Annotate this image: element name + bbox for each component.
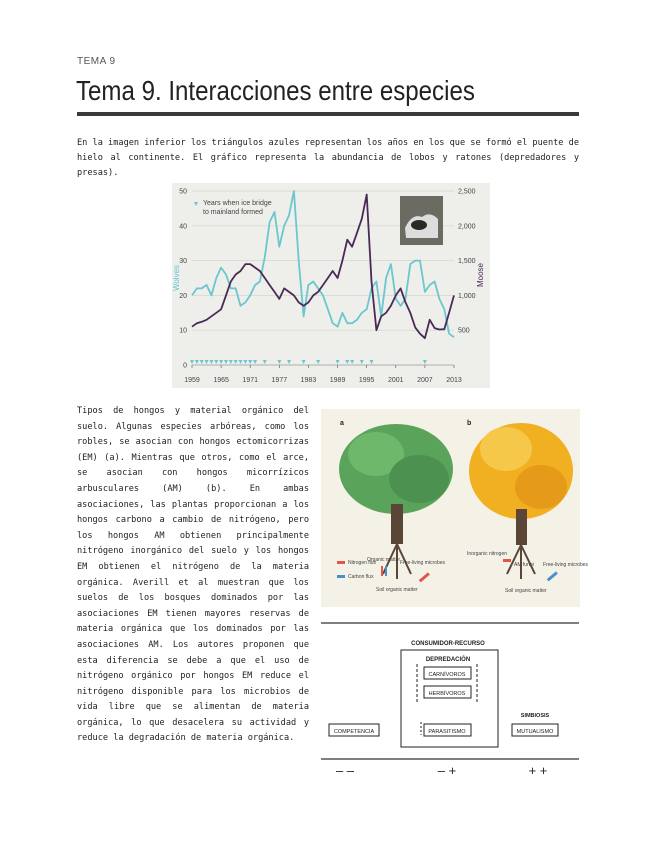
panel-b-label: b: [467, 420, 472, 427]
sign-minus-minus: – –: [335, 763, 355, 778]
b-label-soil: Soil organic matter: [505, 588, 547, 594]
depredacion-label: DEPREDACIÓN: [425, 657, 471, 663]
x-tick-label: 2001: [387, 377, 404, 384]
herbivoros-label: HERBÍVOROS: [428, 691, 466, 697]
left-tick-label: 0: [183, 362, 187, 370]
mycorrhiza-figure: [321, 409, 589, 607]
legend-text: Years when ice bridge: [203, 200, 272, 207]
left-tick-label: 40: [179, 223, 187, 231]
x-tick-label: 1965: [213, 377, 229, 384]
left-tick-label: 30: [179, 258, 187, 266]
title-divider: [77, 112, 579, 116]
parasitismo-label: PARASITISMO: [428, 729, 466, 735]
moose-photo-animal: [411, 220, 427, 230]
nitrogen-flux-icon: [337, 561, 345, 564]
mutualismo-label: MUTUALISMO: [516, 729, 554, 735]
carbon-flux-icon: [337, 575, 345, 578]
sign-plus-plus: + +: [528, 763, 548, 778]
x-tick-label: 2007: [417, 377, 433, 384]
b-nitrogen-arrow: [503, 559, 511, 562]
x-tick-label: 2013: [446, 377, 462, 384]
simbiosis-label: SIMBIOSIS: [520, 713, 550, 719]
carnivoros-label: CARNÍVOROS: [428, 672, 466, 678]
legend-text-2: to mainland formed: [203, 209, 263, 216]
intro-paragraph: En la imagen inferior los triángulos azules representan los años en los que se formó el puente de hielo al continente. El gráfico representa la abundancia de lobos y ratones (depredadores y presas).: [77, 138, 579, 179]
a-carbon-arrow: [385, 566, 387, 576]
panel-a-label: a: [340, 420, 344, 427]
left-tick-label: 50: [179, 188, 187, 196]
a-legend-carbon: Carbon flux: [348, 574, 374, 580]
right-tick-label: 2,000: [458, 223, 476, 231]
b-label-inorganic: Inorganic nitrogen: [467, 551, 508, 557]
b-label-am-fungi: AM fungi: [514, 562, 534, 568]
right-tick-label: 500: [458, 327, 470, 335]
a-nitrogen-arrow: [381, 566, 383, 576]
x-tick-label: 1995: [358, 377, 375, 384]
left-tick-label: 10: [179, 327, 187, 335]
section-label: TEMA 9: [77, 56, 116, 67]
right-tick-label: 1,000: [458, 292, 476, 300]
right-tick-label: 1,500: [458, 258, 476, 266]
right-tick-label: 2,500: [458, 188, 476, 196]
a-label-organic-matter: Organic matter: [367, 557, 401, 563]
a-legend-nitrogen: Nitrogen flux: [348, 560, 377, 566]
sign-minus-plus: – +: [437, 763, 457, 778]
x-tick-label: 1989: [329, 377, 346, 384]
wolves-moose-chart: [172, 183, 490, 388]
left-tick-label: 20: [179, 292, 187, 300]
a-label-soil: Soil organic matter: [376, 587, 418, 593]
left-axis-label: Wolves: [172, 264, 181, 292]
x-tick-label: 1959: [184, 377, 200, 384]
b-label-microbes: Free-living microbes: [543, 562, 589, 568]
x-tick-label: 1977: [271, 377, 288, 384]
x-tick-label: 1983: [300, 377, 317, 384]
competencia-label: COMPETENCIA: [333, 729, 375, 735]
a-label-microbes: Free-living microbes: [400, 560, 446, 566]
x-tick-label: 1971: [242, 377, 259, 384]
fungi-paragraph: Tipos de hongos y material orgánico del suelo. Algunas especies arbóreas, como los robles, se asocian con hongos ectomicorrizas (EM) (a). Mientras que otros, como el arce, se asocian con hongos micorrízicos arbusculares (AM) (b). En ambas asociaciones, las plantas proporcionan a los hongos carbono a cambio de nitrógeno, pero los hongos AM obtienen principalmente nitrógeno inorgánico del suelo y los hongos EM obtienen el nitrógeno de la materia orgánica. Averill et al muestran que los suelos de los bosques dominados por las asociaciones EM tienen mayores reservas de materia orgánica que los dominados por las asociaciones AM. Los autores proponen que esta diferencia se debe a que el uso de nitrógeno orgánico por hongos EM reduce el nitrógeno disponible para los microbios de vida libre que se alimentan de materia orgánica, lo que desacelera su actividad y reduce la degradación de materia orgánica.: [77, 406, 309, 744]
page-title: Tema 9. Interacciones entre especies: [76, 75, 475, 106]
interactions-diagram: [321, 618, 580, 780]
consumidor-recurso-label: CONSUMIDOR-RECURSO: [411, 641, 485, 647]
right-axis-label: Moose: [476, 262, 485, 288]
